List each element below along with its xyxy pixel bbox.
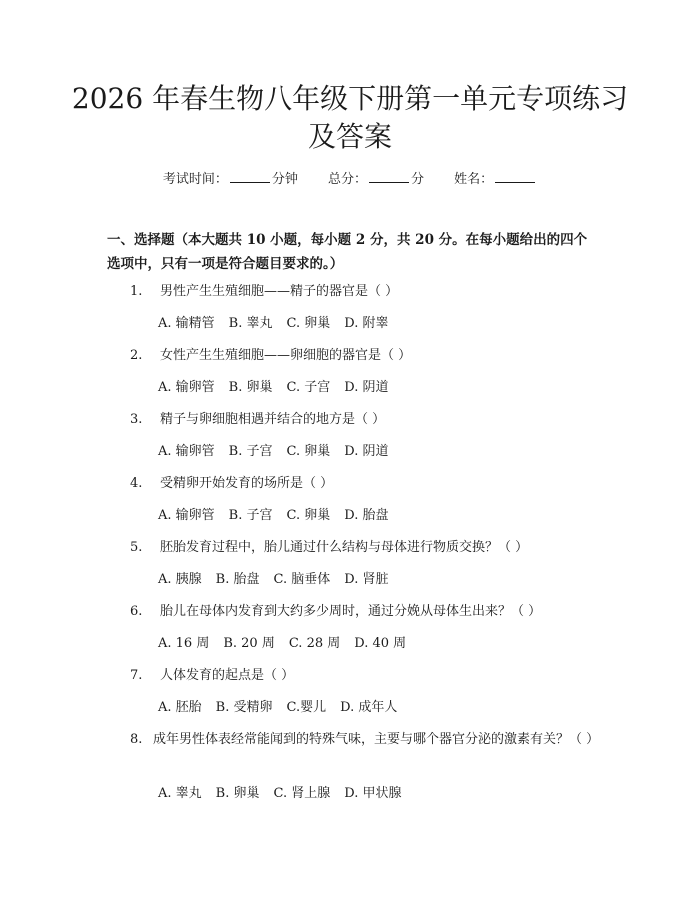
question-6-options (158, 633, 420, 655)
question-number: 7. (130, 668, 143, 683)
question-8 (107, 729, 600, 751)
question-7 (130, 665, 600, 687)
question-number: 1. (130, 284, 143, 299)
question-6 (130, 601, 600, 623)
title-line-2: 及答案 (307, 120, 392, 153)
section-heading: 一、选择题（本大题共 10 小题，每小题 2 分，共 20 分。在每小题给出的四个选项中，只有一项是符合题目要求的。） (107, 232, 588, 272)
option-a: A. 胚胎 (158, 700, 202, 715)
option-d: D. 肾脏 (344, 572, 389, 587)
option-d: D. 甲状腺 (344, 786, 402, 801)
option-b: B. 睾丸 (228, 316, 273, 331)
question-3-options (158, 441, 402, 463)
time-unit: 分钟 (271, 172, 298, 187)
question-text: 胎儿在母体内发育到大约多少周时，通过分娩从母体生出来？（ ） (160, 604, 542, 619)
time-label: 考试时间： (162, 172, 228, 187)
question-1 (130, 281, 600, 303)
option-d: D. 胎盘 (344, 508, 389, 523)
name-label: 姓名： (454, 172, 494, 187)
option-b: B. 子宫 (228, 508, 273, 523)
option-a: A. 输卵管 (158, 380, 215, 395)
option-c: C. 卵巢 (286, 508, 331, 523)
option-c: C. 子宫 (286, 380, 331, 395)
option-c: C. 卵巢 (286, 316, 331, 331)
question-2 (130, 345, 600, 367)
question-number: 2. (130, 348, 143, 363)
option-d: D. 阴道 (344, 380, 389, 395)
option-b: B. 卵巢 (228, 380, 273, 395)
question-number: 4. (130, 476, 143, 491)
question-1-options (158, 313, 402, 335)
question-number: 6. (130, 604, 143, 619)
option-b: B. 卵巢 (215, 786, 260, 801)
question-text: 成年男性体表经常能闻到的特殊气味，主要与哪个器官分泌的激素有关？（ ） (153, 732, 600, 747)
option-d: D. 40 周 (354, 636, 407, 651)
option-a: A. 胰腺 (158, 572, 202, 587)
question-text: 胚胎发育过程中，胎儿通过什么结构与母体进行物质交换？（ ） (160, 540, 529, 555)
question-7-options (158, 697, 411, 719)
option-c: C. 28 周 (288, 636, 341, 651)
option-b: B. 胎盘 (215, 572, 260, 587)
question-text: 受精卵开始发育的场所是（ ） (160, 476, 334, 491)
question-5-options (158, 569, 402, 591)
option-a: A. 睾丸 (158, 786, 202, 801)
question-4-options (158, 505, 402, 527)
question-number: 5. (130, 540, 143, 555)
question-number: 8. (130, 732, 143, 747)
question-number: 3. (130, 412, 143, 427)
option-a: A. 输卵管 (158, 508, 215, 523)
question-5 (130, 537, 600, 559)
option-d: D. 阴道 (344, 444, 389, 459)
option-a: A. 输卵管 (158, 444, 215, 459)
option-b: B. 子宫 (228, 444, 273, 459)
option-c: C. 卵巢 (286, 444, 331, 459)
question-text: 男性产生生殖细胞——精子的器官是（ ） (160, 284, 399, 299)
title-line-1: 2026 年春生物八年级下册第一单元专项练习 (71, 82, 629, 115)
option-c: C.婴儿 (286, 700, 327, 715)
option-b: B. 20 周 (223, 636, 275, 651)
option-d: D. 成年人 (340, 700, 398, 715)
question-text: 人体发育的起点是（ ） (160, 668, 295, 683)
question-3 (130, 409, 600, 431)
question-4 (130, 473, 600, 495)
question-text: 女性产生生殖细胞——卵细胞的器官是（ ） (160, 348, 412, 363)
option-d: D. 附睾 (344, 316, 389, 331)
question-text: 精子与卵细胞相遇并结合的地方是（ ） (160, 412, 386, 427)
option-c: C. 肾上腺 (273, 786, 331, 801)
option-a: A. 输精管 (158, 316, 215, 331)
option-a: A. 16 周 (158, 636, 210, 651)
score-label: 总分： (327, 172, 367, 187)
option-c: C. 脑垂体 (273, 572, 331, 587)
question-8-options (158, 783, 415, 805)
score-unit: 分 (411, 172, 425, 187)
question-2-options (158, 377, 402, 399)
option-b: B. 受精卵 (215, 700, 273, 715)
